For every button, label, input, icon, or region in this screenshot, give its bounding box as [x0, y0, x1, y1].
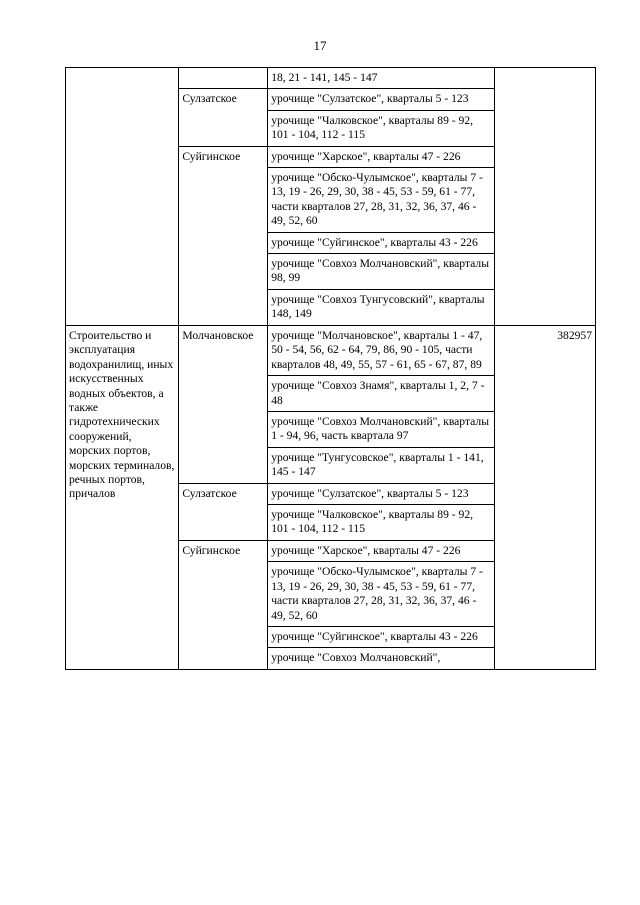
tract-cell: урочище "Сулзатское", кварталы 5 - 123: [268, 483, 495, 504]
tract-cell: урочище "Совхоз Знамя", кварталы 1, 2, 7 - 48: [268, 376, 495, 412]
tract-cell: урочище "Чалковское", кварталы 89 - 92, 101 - 104, 112 - 115: [268, 110, 495, 146]
forestry-cell: Суйгинское: [179, 540, 268, 669]
tract-cell: урочище "Суйгинское", кварталы 43 - 226: [268, 626, 495, 647]
area-cell-empty: [494, 68, 595, 326]
page-number: 17: [313, 38, 327, 53]
purpose-cell-empty: [66, 68, 179, 326]
tract-cell: урочище "Обско-Чулымское", кварталы 7 - 13, 19 - 26, 29, 30, 38 - 45, 53 - 59, 61 - 77, части кварталов 27, 28, 31, 32, 36, 37, 46 - 49, 52, 60: [268, 168, 495, 233]
purpose-cell: Строительство и эксплуатация водохранилищ, иных искусственных водных объектов, а также гидротехнических сооружений, морских портов, морских терминалов, речных портов, причалов: [66, 326, 179, 670]
forestry-cell: Суйгинское: [179, 146, 268, 325]
tract-cell: урочище "Совхоз Тунгусовский", кварталы 148, 149: [268, 289, 495, 325]
forestry-cell-empty: [179, 68, 268, 89]
forestry-cell: Молчановское: [179, 326, 268, 484]
tract-cell: урочище "Совхоз Молчановский", кварталы 98, 99: [268, 254, 495, 290]
tract-cell: урочище "Харское", кварталы 47 - 226: [268, 146, 495, 167]
tract-cell: урочище "Тунгусовское", кварталы 1 - 141, 145 - 147: [268, 447, 495, 483]
table-row: [66, 326, 596, 376]
tract-cell: урочище "Сулзатское", кварталы 5 - 123: [268, 89, 495, 110]
forest-use-table-section: [65, 325, 596, 670]
forestry-cell: Сулзатское: [179, 89, 268, 146]
tract-cell: урочище "Молчановское", кварталы 1 - 47, 50 - 54, 56, 62 - 64, 79, 86, 90 - 105, части кварталов 48, 49, 55, 57 - 61, 65 - 67, 87, 89: [268, 326, 495, 376]
tract-cell: урочище "Совхоз Молчановский",: [268, 648, 495, 669]
forest-use-table: [65, 67, 596, 326]
tract-cell: урочище "Харское", кварталы 47 - 226: [268, 540, 495, 561]
forestry-cell: Сулзатское: [179, 483, 268, 540]
area-cell: 382957: [494, 326, 595, 670]
tract-cell: урочище "Обско-Чулымское", кварталы 7 - 13, 19 - 26, 29, 30, 38 - 45, 53 - 59, 61 - 77, части кварталов 27, 28, 31, 32, 36, 37, 46 - 49, 52, 60: [268, 562, 495, 627]
table-row: [66, 68, 596, 89]
tract-cell: урочище "Чалковское", кварталы 89 - 92, 101 - 104, 112 - 115: [268, 505, 495, 541]
tract-cell: урочище "Совхоз Молчановский", кварталы 1 - 94, 96, часть квартала 97: [268, 412, 495, 448]
tract-cell: 18, 21 - 141, 145 - 147: [268, 68, 495, 89]
tract-cell: урочище "Суйгинское", кварталы 43 - 226: [268, 232, 495, 253]
